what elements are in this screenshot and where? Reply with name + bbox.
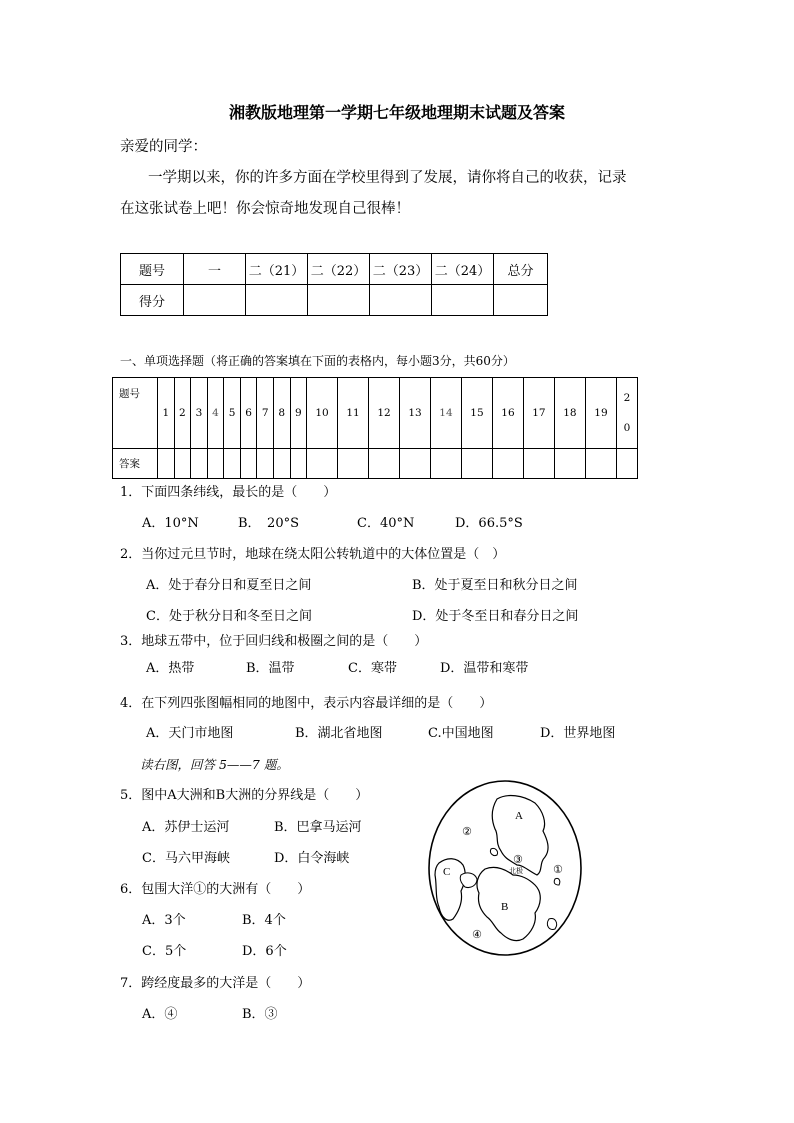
question-number-20-bottom: 0 [623, 422, 631, 434]
intro-line-1: 一学期以来，你的许多方面在学校里得到了发展，请你将自己的收获，记录 [148, 170, 627, 186]
q1-option-d: D．66.5°S [455, 516, 523, 531]
island-shape [490, 848, 497, 855]
answer-cell[interactable] [158, 449, 175, 479]
score-header-cell: 二（23） [370, 254, 432, 285]
question-number: 3 [191, 378, 208, 449]
q6-option-b: B．4个 [242, 913, 286, 928]
score-cell[interactable] [432, 285, 494, 316]
q3-option-b: B．温带 [246, 661, 295, 676]
map-ocean-2: ② [462, 825, 472, 838]
answer-cell[interactable] [461, 449, 492, 479]
score-table [120, 253, 548, 316]
map-label-c: C [443, 866, 451, 878]
question-number: 18 [554, 378, 585, 449]
q3-stem: 3．地球五带中，位于回归线和极圈之间的是（ ） [120, 634, 428, 649]
score-cell[interactable] [308, 285, 370, 316]
answer-cell[interactable] [257, 449, 274, 479]
answer-cell[interactable] [523, 449, 554, 479]
q2-option-b: B．处于夏至日和秋分日之间 [412, 578, 578, 593]
answer-table [112, 377, 638, 479]
answer-cell[interactable] [369, 449, 400, 479]
score-cell[interactable] [370, 285, 432, 316]
answer-table-a-label: 答案 [113, 449, 158, 479]
score-row-label: 得分 [121, 285, 184, 316]
score-header-cell: 一 [184, 254, 246, 285]
q5-option-b: B．巴拿马运河 [274, 820, 362, 835]
q2-stem: 2．当你过元旦节时，地球在绕太阳公转轨道中的大体位置是（ ） [120, 547, 506, 562]
q1-stem: 1．下面四条纬线，最长的是（ ） [120, 485, 337, 500]
question-number: 8 [273, 378, 290, 449]
q4-option-b: B．湖北省地图 [295, 726, 383, 741]
answer-cell[interactable] [224, 449, 241, 479]
island-shape [554, 878, 560, 885]
question-number: 15 [461, 378, 492, 449]
score-table-header-row [121, 254, 548, 285]
score-cell[interactable] [494, 285, 548, 316]
answer-cell[interactable] [400, 449, 431, 479]
question-number: 10 [307, 378, 338, 449]
answer-table-q-label: 题号 [113, 378, 158, 449]
q7-option-b: B．③ [242, 1007, 278, 1022]
answer-cell[interactable] [431, 449, 462, 479]
question-number: 5 [224, 378, 241, 449]
answer-cell[interactable] [290, 449, 307, 479]
question-number: 12 [369, 378, 400, 449]
q1-option-a: A．10°N [142, 516, 199, 531]
question-number: 4 [207, 378, 224, 449]
q3-option-d: D．温带和寒带 [440, 661, 529, 676]
q2-option-c: C．处于秋分日和冬至日之间 [146, 609, 312, 624]
question-number: 16 [492, 378, 523, 449]
answer-cell[interactable] [174, 449, 191, 479]
page-title: 湘教版地理第一学期七年级地理期末试题及答案 [228, 103, 565, 122]
question-number: 2 [174, 378, 191, 449]
question-number-20 [617, 378, 638, 449]
question-number: 7 [257, 378, 274, 449]
score-header-cell: 二（22） [308, 254, 370, 285]
q4-option-a: A．天门市地图 [146, 726, 234, 741]
q6-option-c: C．5个 [142, 944, 187, 959]
q2-option-a: A．处于春分日和夏至日之间 [146, 578, 312, 593]
map-label-b: B [501, 901, 509, 913]
q4-option-c: C.中国地图 [428, 726, 494, 741]
answer-cell[interactable] [307, 449, 338, 479]
answer-table-number-row [113, 378, 638, 449]
q6-option-a: A．3个 [142, 913, 186, 928]
score-header-cell: 二（21） [246, 254, 308, 285]
question-number-20-top: 2 [623, 392, 631, 404]
q4-option-d: D．世界地图 [540, 726, 616, 741]
q4-stem: 4．在下列四张图幅相同的地图中，表示内容最详细的是（ ） [120, 696, 493, 711]
q3-option-c: C．寒带 [348, 661, 397, 676]
score-cell[interactable] [246, 285, 308, 316]
q6-stem: 6．包围大洋①的大洲有（ ） [120, 882, 311, 897]
answer-cell[interactable] [191, 449, 208, 479]
score-header-cell: 二（24） [432, 254, 494, 285]
q5-option-c: C．马六甲海峡 [142, 851, 230, 866]
q5-option-d: D．白令海峡 [274, 851, 350, 866]
polar-map [425, 779, 585, 959]
q5-option-a: A．苏伊士运河 [142, 820, 230, 835]
answer-cell[interactable] [207, 449, 224, 479]
question-number: 9 [290, 378, 307, 449]
question-number: 1 [158, 378, 175, 449]
q2-option-d: D．处于冬至日和春分日之间 [412, 609, 579, 624]
map-ocean-1: ① [553, 863, 563, 876]
answer-cell[interactable] [617, 449, 638, 479]
section1-heading: 一、单项选择题（将正确的答案填在下面的表格内，每小题3分，共60分） [120, 354, 515, 368]
score-cell[interactable] [184, 285, 246, 316]
intro-line-2: 在这张试卷上吧！你会惊奇地发现自己很棒！ [120, 201, 410, 217]
answer-table-answer-row [113, 449, 638, 479]
answer-cell[interactable] [585, 449, 616, 479]
q3-option-a: A．热带 [146, 661, 195, 676]
question-number: 17 [523, 378, 554, 449]
question-number: 19 [585, 378, 616, 449]
question-number: 6 [240, 378, 257, 449]
question-number: 13 [400, 378, 431, 449]
map-ocean-4: ④ [472, 928, 482, 941]
q1-option-c: C．40°N [357, 516, 415, 531]
answer-cell[interactable] [554, 449, 585, 479]
question-number: 11 [338, 378, 369, 449]
q6-option-d: D．6个 [242, 944, 287, 959]
answer-cell[interactable] [492, 449, 523, 479]
read-map-note: 读右图，回答 5——7 题。 [140, 757, 289, 772]
island-shape [547, 919, 556, 930]
answer-cell[interactable] [338, 449, 369, 479]
greeting: 亲爱的同学： [120, 139, 207, 155]
score-header-cell: 题号 [121, 254, 184, 285]
answer-cell[interactable] [273, 449, 290, 479]
question-number: 14 [431, 378, 462, 449]
score-header-cell: 总分 [494, 254, 548, 285]
q5-stem: 5．图中A大洲和B大洲的分界线是（ ） [120, 788, 369, 803]
map-ocean-3: ③ [513, 853, 523, 866]
map-north-pole: 北极 [509, 867, 523, 875]
map-label-a: A [515, 810, 523, 822]
score-table-score-row [121, 285, 548, 316]
q1-option-b: B． 20°S [238, 516, 300, 531]
q7-option-a: A．④ [142, 1007, 178, 1022]
answer-cell[interactable] [240, 449, 257, 479]
q7-stem: 7．跨经度最多的大洋是（ ） [120, 976, 311, 991]
